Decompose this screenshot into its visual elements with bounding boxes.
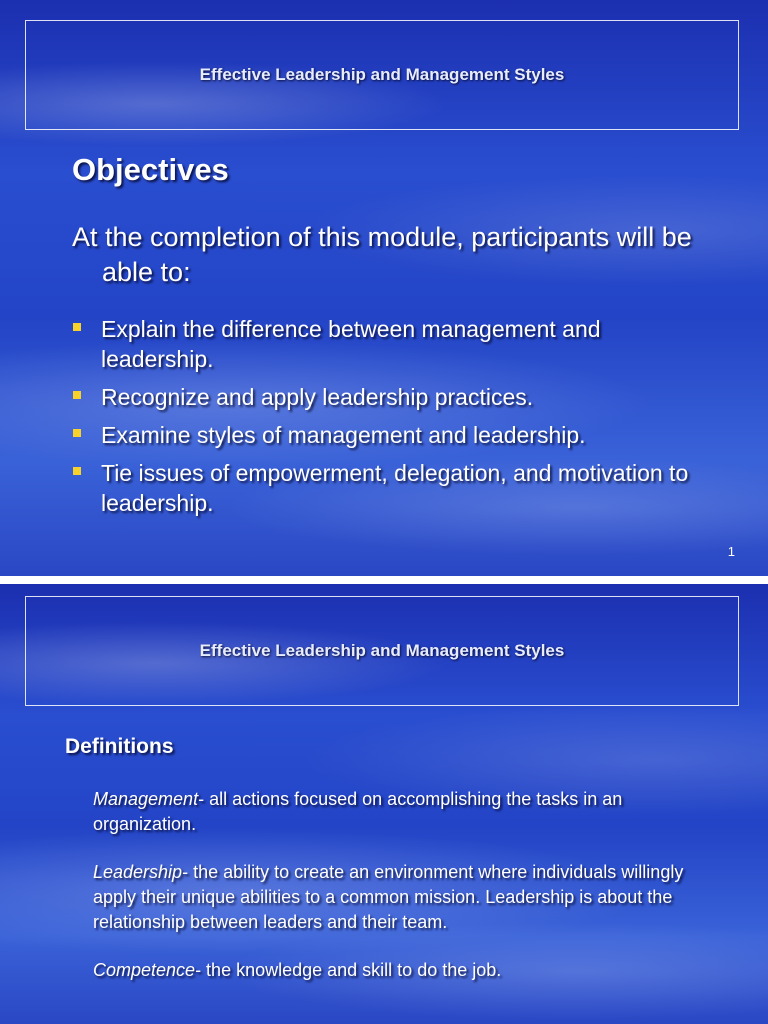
definition-term: Leadership xyxy=(93,862,183,882)
definitions-heading: Definitions xyxy=(65,735,174,758)
square-bullet-icon xyxy=(73,391,81,399)
definition-text: - the ability to create an environment where individuals willingly apply their unique abilities to a common mission. Leadership is about the relationship between leaders and their team. xyxy=(93,862,684,932)
list-item xyxy=(72,420,692,450)
definition-term: Management xyxy=(93,789,199,809)
list-item xyxy=(72,314,692,374)
objectives-list xyxy=(72,314,692,526)
list-item-text: Examine styles of management and leadership. xyxy=(101,422,586,448)
definition-item xyxy=(93,787,713,837)
objectives-heading: Objectives xyxy=(72,152,229,187)
square-bullet-icon xyxy=(73,467,81,475)
objectives-intro: At the completion of this module, participants will be able to: xyxy=(72,222,692,287)
definition-text: - the knowledge and skill to do the job. xyxy=(195,960,502,980)
definition-term: Competence xyxy=(93,960,196,980)
page-number: 1 xyxy=(727,544,735,559)
definition-text: - all actions focused on accomplishing the tasks in an organization. xyxy=(93,789,623,834)
slide-header-title: Effective Leadership and Management Styles xyxy=(199,641,565,660)
slide-header-title: Effective Leadership and Management Styles xyxy=(199,65,565,84)
definitions-list xyxy=(93,787,713,1006)
list-item xyxy=(72,458,692,518)
slide-header-box xyxy=(25,596,739,706)
list-item-text: Explain the difference between management and leadership. xyxy=(101,316,601,372)
definition-item xyxy=(93,860,713,935)
list-item-text: Recognize and apply leadership practices. xyxy=(101,384,534,410)
list-item-text: Tie issues of empowerment, delegation, and motivation to leadership. xyxy=(101,460,689,516)
slide-2 xyxy=(0,584,768,1024)
slide-header-box xyxy=(25,20,739,130)
square-bullet-icon xyxy=(73,429,81,437)
list-item xyxy=(72,382,692,412)
square-bullet-icon xyxy=(73,323,81,331)
definition-item xyxy=(93,958,713,983)
